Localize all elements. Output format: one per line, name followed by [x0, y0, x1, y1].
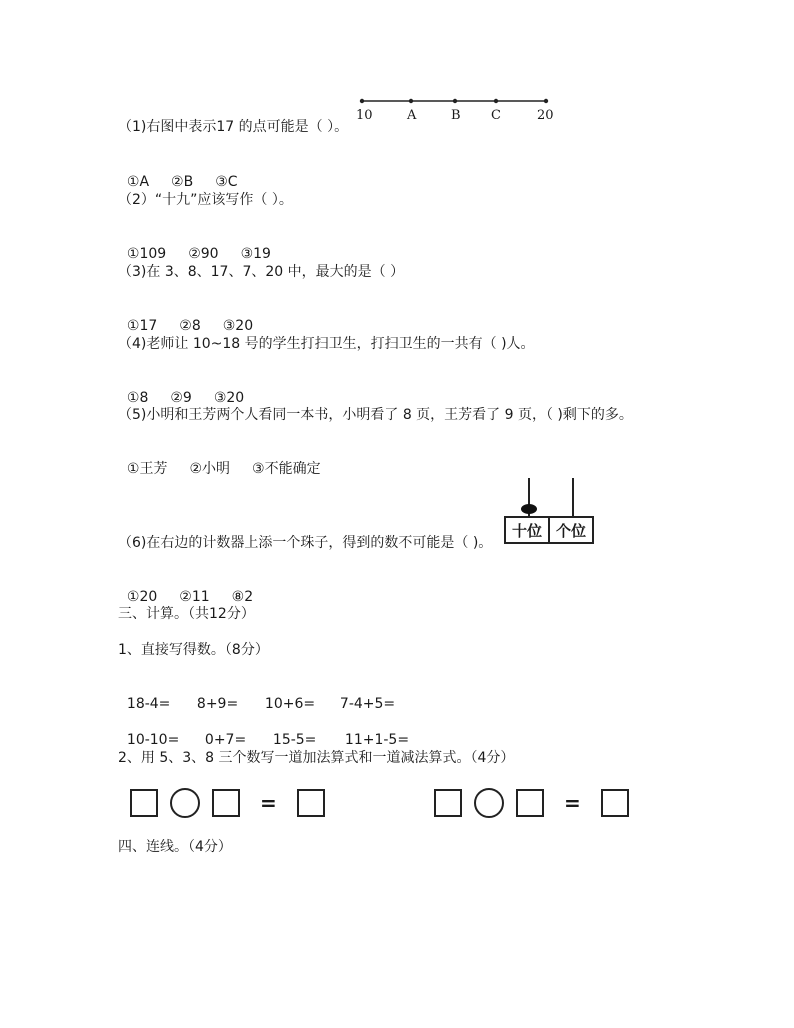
- option: ②B: [171, 174, 194, 190]
- tens-label: 十位: [511, 521, 542, 540]
- calc-row-2: [118, 713, 409, 749]
- q2-text: （2）“十九”应该写作（ ）。: [118, 192, 293, 208]
- number-line-label-10: 10: [356, 108, 373, 123]
- q2-options: [118, 227, 293, 263]
- option: ②小明: [189, 461, 231, 477]
- q6-text: （6)在右边的计数器上添一个珠子，得到的数不可能是（ )。: [118, 535, 493, 551]
- option: ②11: [179, 589, 210, 605]
- operator-circle[interactable]: [170, 788, 200, 818]
- calc-item: 10+6=: [264, 696, 316, 712]
- option: ②8: [179, 318, 201, 334]
- q4-options: [118, 371, 266, 407]
- blank-square[interactable]: [516, 789, 544, 817]
- blank-square[interactable]: [130, 789, 158, 817]
- counting-frame: [504, 476, 596, 546]
- equals-sign: =: [260, 791, 277, 815]
- number-line-label-20: 20: [537, 108, 554, 123]
- calc-row-1: [118, 677, 395, 713]
- calc-item: 15-5=: [272, 732, 317, 748]
- option: ③20: [222, 318, 254, 334]
- option: ①17: [126, 318, 158, 334]
- number-line-label-c: C: [491, 108, 501, 123]
- section3-title: 三、计算。（共12分）: [118, 606, 255, 622]
- number-line-axis: [356, 92, 556, 108]
- blank-square[interactable]: [434, 789, 462, 817]
- ones-rod: [572, 478, 574, 516]
- place-value-box: [504, 516, 594, 544]
- option: ②90: [188, 246, 219, 262]
- option: ③20: [213, 390, 245, 406]
- option: ①8: [126, 390, 149, 406]
- calc-item: 10-10=: [126, 732, 180, 748]
- addition-equation-blank: [130, 788, 337, 818]
- option: ③C: [215, 174, 238, 190]
- number-line-label-b: B: [451, 108, 461, 123]
- option: ①A: [126, 174, 150, 190]
- calc-item: 0+7=: [204, 732, 247, 748]
- option: ③19: [240, 246, 271, 262]
- calc-item: 18-4=: [126, 696, 171, 712]
- tens-bead: [521, 504, 537, 514]
- q1-options: [118, 155, 260, 191]
- number-line-label-a: A: [407, 108, 417, 123]
- calc-item: 8+9=: [196, 696, 239, 712]
- section4-title: 四、连线。（4分）: [118, 839, 232, 855]
- q6-options: [118, 570, 275, 606]
- option: ②9: [170, 390, 192, 406]
- section3-part1-title: 1、直接写得数。（8分）: [118, 642, 269, 658]
- number-line: [356, 92, 556, 128]
- section3-part2-title: 2、用 5、3、8 三个数写一道加法算式和一道减法算式。（4分）: [118, 750, 515, 766]
- option: ①王芳: [126, 461, 168, 477]
- option: ⑧2: [231, 589, 254, 605]
- option: ①109: [126, 246, 167, 262]
- option: ③不能确定: [252, 461, 321, 477]
- option: ①20: [126, 589, 158, 605]
- blank-square[interactable]: [212, 789, 240, 817]
- blank-square[interactable]: [601, 789, 629, 817]
- ones-label: 个位: [548, 518, 592, 542]
- blank-square[interactable]: [297, 789, 325, 817]
- calc-item: 7-4+5=: [339, 696, 396, 712]
- q4-text: （4)老师让 10~18 号的学生打扫卫生，打扫卫生的一共有（ )人。: [118, 336, 535, 352]
- equals-sign: =: [564, 791, 581, 815]
- q5-options: [118, 442, 343, 478]
- q1-text: （1)右图中表示17 的点可能是（ ）。: [118, 119, 349, 135]
- calc-item: 11+1-5=: [344, 732, 410, 748]
- operator-circle[interactable]: [474, 788, 504, 818]
- q3-options: [118, 299, 275, 335]
- q5-text: （5)小明和王芳两个人看同一本书，小明看了 8 页，王芳看了 9 页，（ )剩下的多。: [118, 407, 633, 423]
- subtraction-equation-blank: [434, 788, 641, 818]
- q3-text: （3)在 3、8、17、7、20 中，最大的是（ ）: [118, 264, 405, 280]
